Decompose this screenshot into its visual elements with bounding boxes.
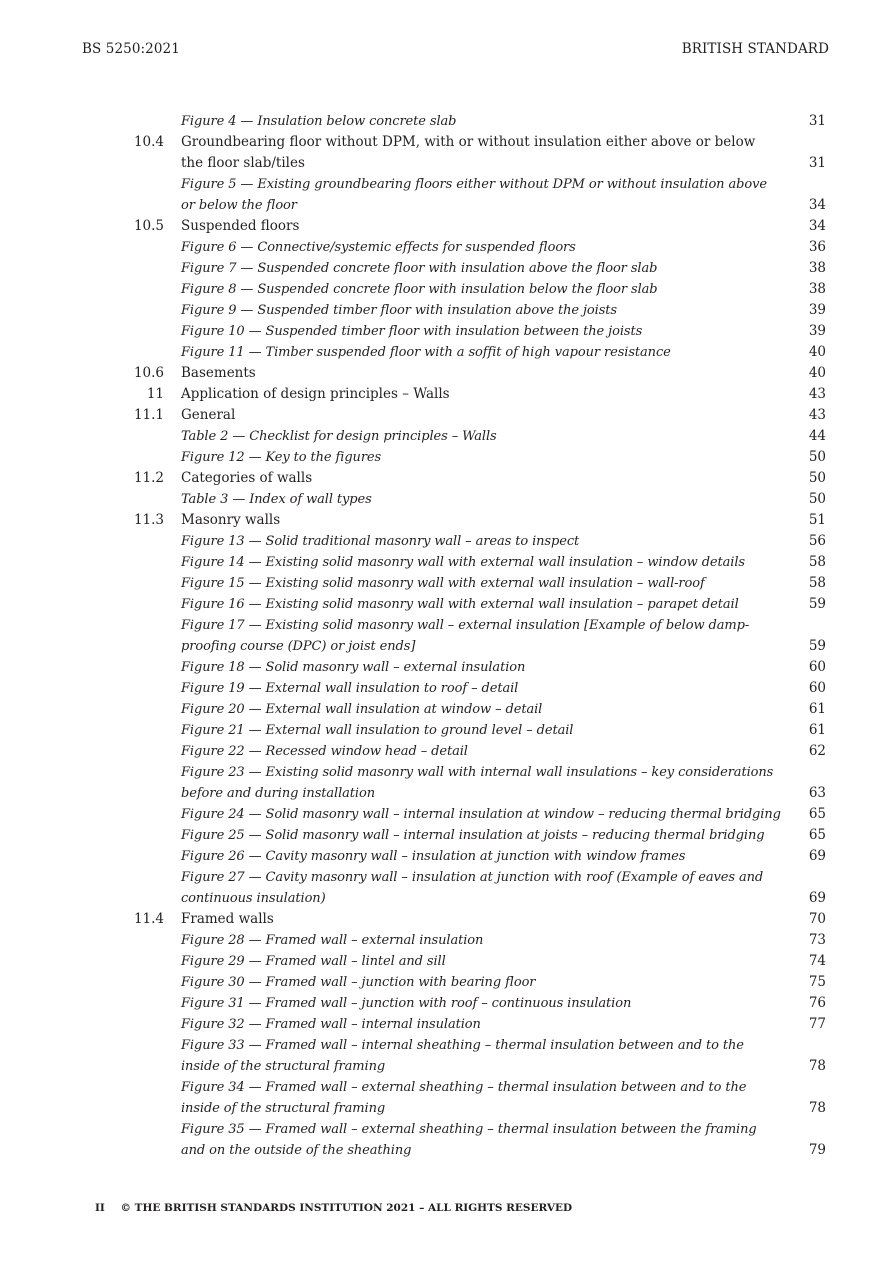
toc-entry[interactable] [0, 111, 892, 132]
toc-entry-page: 63 [808, 785, 826, 801]
toc-entry[interactable] [0, 258, 892, 279]
toc-entry-page: 60 [808, 680, 826, 696]
toc-entry-number: 11 [146, 386, 164, 402]
toc-entry-title: Figure 23 — Existing solid masonry wall with internal wall insulations – key considerations before and during installation [181, 765, 774, 801]
toc-entry-page: 44 [808, 428, 826, 444]
toc-entry-title: Figure 34 — Framed wall – external sheathing – thermal insulation between and to the inside of the structural framing [181, 1080, 747, 1116]
toc-entry[interactable] [0, 300, 892, 321]
toc-entry-page: 38 [808, 281, 826, 297]
toc-entry-title: Figure 20 — External wall insulation at window – detail [181, 702, 543, 717]
toc-entry[interactable] [0, 594, 892, 615]
toc-entry-title: Framed walls [181, 911, 274, 927]
toc-entry[interactable] [0, 657, 892, 678]
toc-entry-page: 61 [808, 722, 826, 738]
toc-entry-title: Figure 27 — Cavity masonry wall – insulation at junction with roof (Example of eaves and continuous insulation) [181, 870, 764, 906]
toc-entry-page: 31 [808, 113, 826, 129]
toc-entry-page: 77 [808, 1016, 826, 1032]
toc-entry-title: Figure 14 — Existing solid masonry wall with external wall insulation – window details [181, 555, 745, 570]
toc-entry-title: Figure 18 — Solid masonry wall – external insulation [181, 660, 526, 675]
toc-entry[interactable] [0, 489, 892, 510]
toc-entry-title: Figure 5 — Existing groundbearing floors either without DPM or without insulation above or below the floor [181, 177, 767, 213]
toc-entry-page: 51 [808, 512, 826, 528]
toc-entry-title: Table 3 — Index of wall types [181, 492, 372, 507]
toc-entry-page: 69 [808, 848, 826, 864]
toc-entry-page: 75 [808, 974, 826, 990]
toc-entry[interactable] [0, 1119, 892, 1161]
toc-entry-page: 59 [808, 596, 826, 612]
toc-entry-number: 11.1 [133, 407, 164, 423]
running-header-standard-number: BS 5250:2021 [82, 41, 180, 57]
toc-entry-page: 70 [808, 911, 826, 927]
toc-entry-page: 69 [808, 890, 826, 906]
toc-entry-page: 78 [808, 1058, 826, 1074]
toc-entry-page: 78 [808, 1100, 826, 1116]
page-footer [95, 1202, 572, 1214]
toc-entry[interactable] [0, 678, 892, 699]
toc-entry[interactable] [0, 909, 892, 930]
toc-entry[interactable] [0, 552, 892, 573]
toc-entry-page: 50 [808, 449, 826, 465]
toc-entry-page: 34 [808, 197, 826, 213]
toc-entry-title: Figure 22 — Recessed window head – detail [181, 744, 468, 759]
toc-entry-title: Table 2 — Checklist for design principles – Walls [181, 429, 497, 444]
toc-entry-page: 59 [808, 638, 826, 654]
toc-entry-title: Figure 11 — Timber suspended floor with a soffit of high vapour resistance [181, 345, 671, 360]
toc-entry-title: Figure 12 — Key to the figures [181, 450, 382, 465]
toc-entry-title: Figure 8 — Suspended concrete floor with insulation below the floor slab [181, 282, 658, 297]
toc-entry-title: Figure 17 — Existing solid masonry wall – external insulation [Example of below damp-proofing course (DPC) or joist ends] [181, 618, 750, 654]
toc-entry[interactable] [0, 615, 892, 657]
toc-entry-page: 76 [808, 995, 826, 1011]
toc-entry[interactable] [0, 405, 892, 426]
toc-entry[interactable] [0, 216, 892, 237]
toc-entry[interactable] [0, 279, 892, 300]
toc-entry-page: 58 [808, 554, 826, 570]
toc-entry-page: 65 [808, 827, 826, 843]
toc-entry-page: 50 [808, 491, 826, 507]
toc-entry-page: 39 [808, 302, 826, 318]
toc-entry-page: 50 [808, 470, 826, 486]
toc-entry-page: 60 [808, 659, 826, 675]
toc-entry-title: Figure 6 — Connective/systemic effects for suspended floors [181, 240, 576, 255]
footer-copyright: © THE BRITISH STANDARDS INSTITUTION 2021 – ALL RIGHTS RESERVED [120, 1202, 573, 1214]
toc-entry-title: Groundbearing floor without DPM, with or without insulation either above or below the floor slab/tiles [181, 134, 756, 171]
toc-entry[interactable] [0, 510, 892, 531]
toc-entry-number: 11.3 [133, 512, 164, 528]
toc-entry-page: 79 [808, 1142, 826, 1158]
toc-entry[interactable] [0, 741, 892, 762]
toc-entry[interactable] [0, 972, 892, 993]
toc-entry-title: General [181, 407, 236, 423]
toc-entry[interactable] [0, 447, 892, 468]
toc-entry-title: Figure 25 — Solid masonry wall – internal insulation at joists – reducing thermal bridging [181, 828, 765, 843]
toc-entry-title: Figure 7 — Suspended concrete floor with insulation above the floor slab [181, 261, 658, 276]
toc-entry[interactable] [0, 762, 892, 804]
toc-entry[interactable] [0, 174, 892, 216]
toc-entry-title: Figure 19 — External wall insulation to roof – detail [181, 681, 519, 696]
toc-entry[interactable] [0, 867, 892, 909]
toc-entry-page: 58 [808, 575, 826, 591]
toc-entry-title: Suspended floors [181, 218, 300, 234]
toc-entry[interactable] [0, 1035, 892, 1077]
toc-entry-title: Figure 15 — Existing solid masonry wall with external wall insulation – wall-roof [181, 576, 705, 591]
toc-entry-title: Figure 4 — Insulation below concrete slab [181, 114, 457, 129]
toc-entry-title: Figure 29 — Framed wall – lintel and sill [181, 954, 446, 969]
toc-entry[interactable] [0, 573, 892, 594]
toc-entry-page: 31 [808, 155, 826, 171]
footer-page-number: II [95, 1202, 105, 1214]
toc-entry-page: 74 [808, 953, 826, 969]
toc-entry-page: 43 [808, 386, 826, 402]
toc-entry-page: 40 [808, 344, 826, 360]
toc-entry-title: Figure 33 — Framed wall – internal sheathing – thermal insulation between and to the inside of the structural framing [181, 1038, 744, 1074]
toc-entry-number: 11.2 [133, 470, 164, 486]
toc-entry[interactable] [0, 426, 892, 447]
toc-entry-page: 43 [808, 407, 826, 423]
toc-entry-page: 73 [808, 932, 826, 948]
toc-entry[interactable] [0, 993, 892, 1014]
toc-entry[interactable] [0, 720, 892, 741]
toc-entry-page: 36 [808, 239, 826, 255]
toc-entry-title: Figure 10 — Suspended timber floor with insulation between the joists [181, 324, 643, 339]
toc-entry-title: Application of design principles – Walls [181, 386, 450, 402]
toc-entry[interactable] [0, 1077, 892, 1119]
toc-entry-title: Categories of walls [181, 470, 313, 486]
toc-entry[interactable] [0, 804, 892, 825]
toc-entry[interactable] [0, 363, 892, 384]
toc-entry[interactable] [0, 951, 892, 972]
toc-entry-page: 34 [808, 218, 826, 234]
toc-entry-page: 62 [808, 743, 826, 759]
toc-entry-title: Basements [181, 365, 256, 381]
toc-entry-title: Figure 16 — Existing solid masonry wall with external wall insulation – parapet detail [181, 597, 739, 612]
toc-entry[interactable] [0, 531, 892, 552]
toc-entry[interactable] [0, 132, 892, 174]
toc-entry[interactable] [0, 237, 892, 258]
running-header-title: BRITISH STANDARD [681, 41, 829, 57]
toc-entry-title: Figure 24 — Solid masonry wall – internal insulation at window – reducing thermal bridging [181, 807, 781, 822]
toc-entry[interactable] [0, 930, 892, 951]
toc-entry[interactable] [0, 342, 892, 363]
toc-entry[interactable] [0, 699, 892, 720]
toc-entry-title: Figure 31 — Framed wall – junction with roof – continuous insulation [181, 996, 632, 1011]
toc-entry-page: 61 [808, 701, 826, 717]
toc-entry[interactable] [0, 825, 892, 846]
toc-entry-title: Masonry walls [181, 512, 281, 528]
toc-entry-title: Figure 30 — Framed wall – junction with bearing floor [181, 975, 536, 990]
toc-entry-page: 56 [808, 533, 826, 549]
toc-entry-title: Figure 21 — External wall insulation to ground level – detail [181, 723, 574, 738]
toc-entry-number: 10.4 [133, 134, 164, 150]
toc-entry-number: 11.4 [133, 911, 164, 927]
toc-entry[interactable] [0, 468, 892, 489]
toc-entry-page: 40 [808, 365, 826, 381]
toc-entry-number: 10.6 [133, 365, 164, 381]
toc-entry-page: 39 [808, 323, 826, 339]
toc-entry-title: Figure 28 — Framed wall – external insulation [181, 933, 484, 948]
toc-entry-page: 65 [808, 806, 826, 822]
toc-entry-number: 10.5 [133, 218, 164, 234]
toc-entry-title: Figure 35 — Framed wall – external sheathing – thermal insulation between the framing and on the outside of the sheathing [181, 1122, 757, 1158]
toc-entry[interactable] [0, 846, 892, 867]
toc-entry-title: Figure 26 — Cavity masonry wall – insulation at junction with window frames [181, 849, 686, 864]
toc-entry-title: Figure 32 — Framed wall – internal insulation [181, 1017, 481, 1032]
toc-entry[interactable] [0, 321, 892, 342]
toc-entry-title: Figure 13 — Solid traditional masonry wall – areas to inspect [181, 534, 580, 549]
toc-entry[interactable] [0, 1014, 892, 1035]
toc-entry[interactable] [0, 384, 892, 405]
table-of-contents [0, 111, 892, 1161]
toc-entry-title: Figure 9 — Suspended timber floor with insulation above the joists [181, 303, 617, 318]
toc-entry-page: 38 [808, 260, 826, 276]
